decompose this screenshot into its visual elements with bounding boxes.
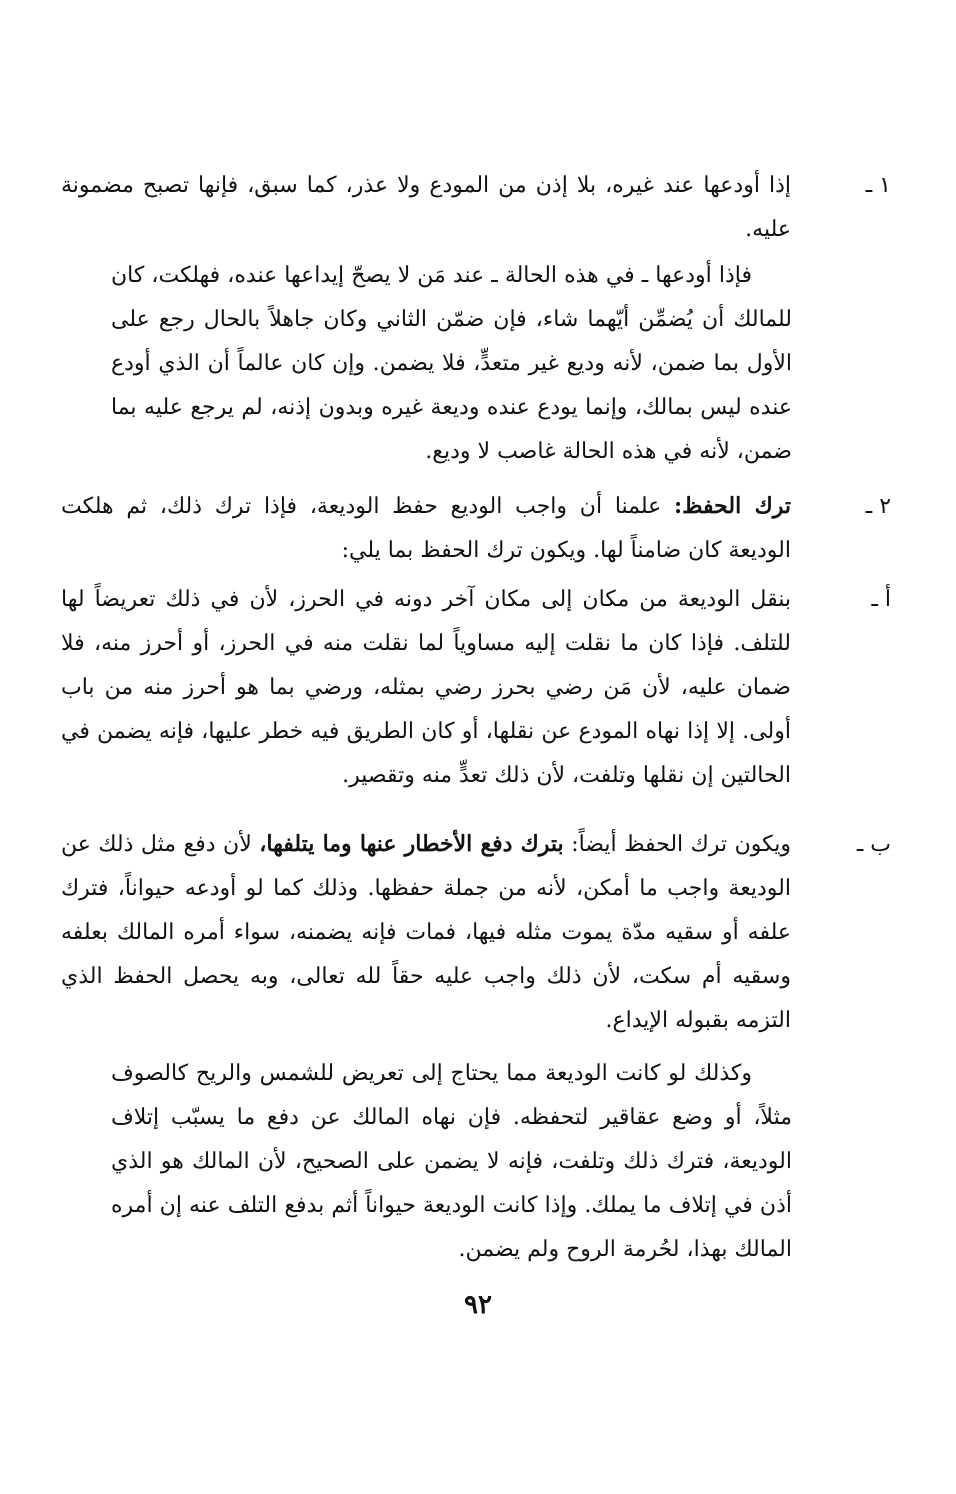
sub-item-text-before: ويكون ترك الحفظ أيضاً: xyxy=(563,832,791,857)
paragraph: فإذا أودعها ـ في هذه الحالة ـ عند مَن لا يصحّ إيداعها عنده، فهلكت، كان للمالك أن يُضمِّن أيّهما شاء، فإن ضمّن الثاني وكان جاهلاً بالحال رجع على الأول بما ضمن، لأنه وديع غير متعدٍّ، فلا يضمن. وإن كان عالماً أن الذي أودع عنده ليس بمالك، وإنما يودع عنده وديعة غيره وبدون إذنه، لم يرجع عليه بما ضمن، لأنه في هذه الحالة غاصب لا وديع. xyxy=(111,263,792,464)
sub-item-text: بنقل الوديعة من مكان إلى مكان آخر دونه في الحرز، لأن في ذلك تعريضاً لها للتلف. فإذا كان ما نقلت إليه مساوياً لما نقلت منه في الحرز، أو أحرز منه، فلا ضمان عليه، لأن مَن رضي بحرز رضي بمثله، ورضي بما هو أحرز منه من باب أولى. إلا إذا نهاه المودع عن نقلها، أو كان الطريق فيه خطر عليها، فإنه يضمن في الحالتين إن نقلها وتلفت، لأن ذلك تعدٍّ منه وتقصير. xyxy=(61,587,791,788)
item-text: إذا أودعها عند غيره، بلا إذن من المودع ولا عذر، كما سبق، فإنها تصبح مضمونة عليه. xyxy=(61,173,791,242)
sub-item-letter: ب ـ xyxy=(856,832,891,857)
item-number: ٢ ـ xyxy=(865,494,892,519)
numbered-item-1 xyxy=(61,164,891,252)
sub-item-bold-phrase: بترك دفع الأخطار عنها وما يتلفها، xyxy=(259,831,564,857)
paragraph: وكذلك لو كانت الوديعة مما يحتاج إلى تعريض للشمس والريح كالصوف مثلاً، أو وضع عقاقير لتحفظه. فإن نهاه المالك عن دفع ما يسبّب إتلاف الوديعة، فترك ذلك وتلفت، فإنه لا يضمن على الصحيح، لأن المالك هو الذي أذن في إتلاف ما يملك. وإذا كانت الوديعة حيواناً أثم بدفع التلف عنه إن أمره المالك بهذا، لحُرمة الروح ولم يضمن. xyxy=(111,1061,792,1262)
item-number: ١ ـ xyxy=(865,173,891,198)
sub-item-a xyxy=(61,578,891,798)
numbered-item-2 xyxy=(61,484,892,573)
page-number: ٩٢ xyxy=(464,1290,492,1320)
item-heading: ترك الحفظ: xyxy=(674,493,792,519)
sub-item-text-after: لأن دفع مثل ذلك عن الوديعة واجب ما أمكن، لأنه من جملة حفظها. وذلك كما لو أودعه حيواناً، فترك علفه أو سقيه مدّة يموت مثله فيها، فمات فإنه يضمنه، سواء أمره المالك بعلفه وسقيه أم سكت، لأن ذلك واجب عليه حقاً لله تعالى، وبه يحصل الحفظ الذي التزمه بقبوله الإيداع. xyxy=(61,832,791,1033)
sub-item-letter: أ ـ xyxy=(871,587,891,612)
item-text: علمنا أن واجب الوديع حفظ الوديعة، فإذا ترك ذلك، ثم هلكت الوديعة كان ضامناً لها. ويكون ترك الحفظ بما يلي: xyxy=(61,494,791,563)
sub-item-b xyxy=(61,822,891,1043)
